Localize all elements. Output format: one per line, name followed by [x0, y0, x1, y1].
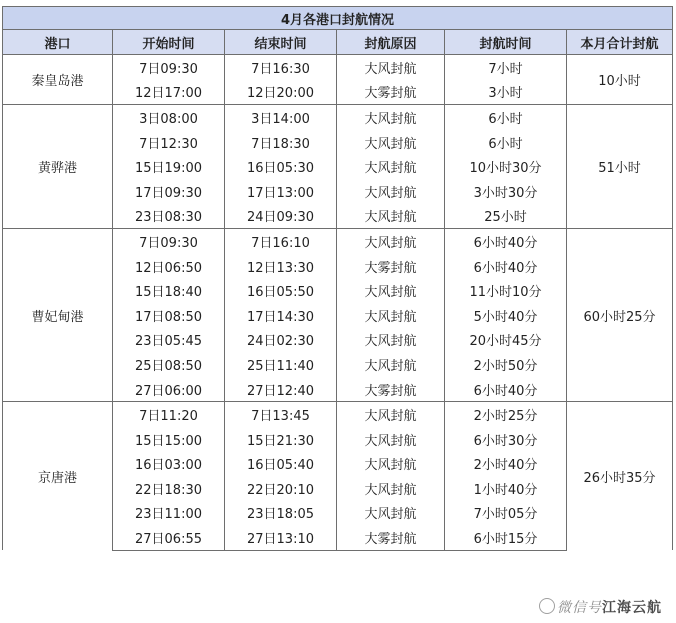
closure-duration: 7小时05分 [445, 501, 567, 526]
table-title: 4月各港口封航情况 [3, 7, 673, 30]
end-time: 27日13:10 [225, 525, 337, 550]
closure-reason: 大风封航 [337, 130, 445, 155]
column-header: 本月合计封航 [567, 30, 673, 55]
end-time: 7日16:10 [225, 229, 337, 254]
end-time: 23日18:05 [225, 501, 337, 526]
closure-reason: 大风封航 [337, 402, 445, 427]
closure-reason: 大雾封航 [337, 377, 445, 402]
closure-duration: 6小时40分 [445, 254, 567, 279]
end-time: 16日05:40 [225, 452, 337, 477]
header-row [3, 30, 673, 55]
closure-reason: 大风封航 [337, 427, 445, 452]
start-time: 15日18:40 [113, 278, 225, 303]
end-time: 7日18:30 [225, 130, 337, 155]
closure-duration: 7小时 [445, 55, 567, 80]
closure-reason: 大风封航 [337, 179, 445, 204]
table-row [3, 229, 673, 254]
closure-duration: 6小时40分 [445, 377, 567, 402]
closure-reason: 大风封航 [337, 154, 445, 179]
port-name: 黄骅港 [3, 105, 113, 229]
monthly-total: 51小时 [567, 105, 673, 229]
closure-reason: 大风封航 [337, 303, 445, 328]
start-time: 16日03:00 [113, 452, 225, 477]
table-body [3, 55, 673, 551]
closure-reason: 大风封航 [337, 278, 445, 303]
closure-reason: 大风封航 [337, 229, 445, 254]
end-time: 27日12:40 [225, 377, 337, 402]
start-time: 23日11:00 [113, 501, 225, 526]
closure-duration: 6小时40分 [445, 229, 567, 254]
closure-duration: 6小时15分 [445, 525, 567, 550]
end-time: 22日20:10 [225, 476, 337, 501]
closure-reason: 大风封航 [337, 501, 445, 526]
start-time: 7日09:30 [113, 229, 225, 254]
closure-duration: 6小时30分 [445, 427, 567, 452]
start-time: 23日08:30 [113, 204, 225, 229]
end-time: 25日11:40 [225, 352, 337, 377]
start-time: 22日18:30 [113, 476, 225, 501]
closure-duration: 6小时 [445, 130, 567, 155]
closure-table [2, 6, 673, 551]
start-time: 27日06:55 [113, 525, 225, 550]
start-time: 7日11:20 [113, 402, 225, 427]
watermark-brand: 江海云航 [602, 600, 662, 616]
end-time: 7日13:45 [225, 402, 337, 427]
end-time: 17日13:00 [225, 179, 337, 204]
end-time: 7日16:30 [225, 55, 337, 80]
start-time: 12日06:50 [113, 254, 225, 279]
watermark-prefix: 微信号 [557, 600, 602, 616]
closure-duration: 25小时 [445, 204, 567, 229]
monthly-total: 10小时 [567, 55, 673, 105]
closure-reason: 大雾封航 [337, 254, 445, 279]
end-time: 15日21:30 [225, 427, 337, 452]
start-time: 27日06:00 [113, 377, 225, 402]
closure-duration: 11小时10分 [445, 278, 567, 303]
closure-duration: 3小时30分 [445, 179, 567, 204]
table-row [3, 55, 673, 80]
port-name: 京唐港 [3, 402, 113, 551]
watermark [539, 597, 662, 617]
closure-duration: 2小时40分 [445, 452, 567, 477]
end-time: 3日14:00 [225, 105, 337, 130]
closure-reason: 大风封航 [337, 452, 445, 477]
end-time: 24日02:30 [225, 328, 337, 353]
closure-duration: 10小时30分 [445, 154, 567, 179]
closure-duration: 3小时 [445, 80, 567, 105]
column-header: 结束时间 [225, 30, 337, 55]
column-header: 封航原因 [337, 30, 445, 55]
closure-reason: 大风封航 [337, 476, 445, 501]
start-time: 7日12:30 [113, 130, 225, 155]
end-time: 24日09:30 [225, 204, 337, 229]
start-time: 23日05:45 [113, 328, 225, 353]
closure-reason: 大风封航 [337, 204, 445, 229]
start-time: 12日17:00 [113, 80, 225, 105]
start-time: 7日09:30 [113, 55, 225, 80]
column-header: 港口 [3, 30, 113, 55]
end-time: 12日20:00 [225, 80, 337, 105]
end-time: 16日05:30 [225, 154, 337, 179]
end-time: 16日05:50 [225, 278, 337, 303]
start-time: 15日15:00 [113, 427, 225, 452]
closure-duration: 1小时40分 [445, 476, 567, 501]
start-time: 17日08:50 [113, 303, 225, 328]
column-header: 封航时间 [445, 30, 567, 55]
port-name: 曹妃甸港 [3, 229, 113, 402]
closure-reason: 大雾封航 [337, 80, 445, 105]
start-time: 17日09:30 [113, 179, 225, 204]
start-time: 15日19:00 [113, 154, 225, 179]
end-time: 12日13:30 [225, 254, 337, 279]
closure-duration: 2小时50分 [445, 352, 567, 377]
closure-duration: 2小时25分 [445, 402, 567, 427]
closure-reason: 大风封航 [337, 55, 445, 80]
table-row [3, 402, 673, 427]
monthly-total: 26小时35分 [567, 402, 673, 551]
closure-reason: 大风封航 [337, 328, 445, 353]
closure-reason: 大风封航 [337, 352, 445, 377]
start-time: 3日08:00 [113, 105, 225, 130]
start-time: 25日08:50 [113, 352, 225, 377]
table-row [3, 105, 673, 130]
end-time: 17日14:30 [225, 303, 337, 328]
port-name: 秦皇岛港 [3, 55, 113, 105]
wechat-icon [539, 598, 555, 614]
closure-reason: 大雾封航 [337, 525, 445, 550]
closure-reason: 大风封航 [337, 105, 445, 130]
closure-duration: 6小时 [445, 105, 567, 130]
closure-duration: 5小时40分 [445, 303, 567, 328]
closure-duration: 20小时45分 [445, 328, 567, 353]
monthly-total: 60小时25分 [567, 229, 673, 402]
column-header: 开始时间 [113, 30, 225, 55]
